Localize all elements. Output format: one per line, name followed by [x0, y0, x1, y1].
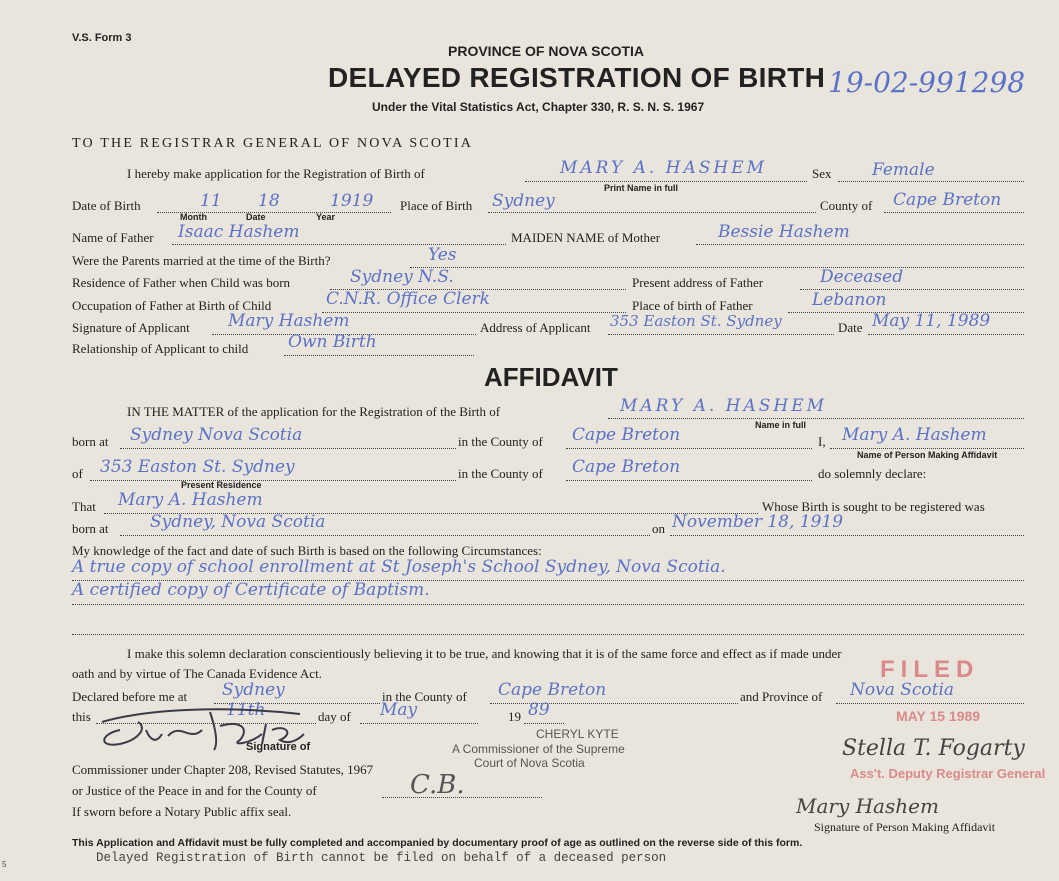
- commissioner-stamp-court: Court of Nova Scotia: [474, 756, 585, 770]
- declared-place: Sydney: [222, 680, 285, 700]
- dob-date: 18: [258, 191, 280, 211]
- child-name: MARY A. HASHEM: [560, 158, 768, 178]
- declared-day: 11th: [226, 700, 266, 720]
- i-label: I,: [818, 434, 826, 449]
- declared-county-label: in the County of: [382, 689, 467, 704]
- filed-date-stamp: MAY 15 1989: [896, 708, 981, 724]
- whose-birth-label: Whose Birth is sought to be registered was: [762, 499, 985, 514]
- father-pob-label: Place of birth of Father: [632, 298, 753, 313]
- registration-number: 19-02-991298: [828, 66, 1026, 99]
- residence-label: Residence of Father when Child was born: [72, 275, 291, 290]
- commissioner-stamp-title: A Commissioner of the Supreme: [452, 742, 625, 756]
- form-subtitle: Under the Vital Statistics Act, Chapter 330, R. S. N. S. 1967: [372, 100, 705, 114]
- applicant-address: 353 Easton St. Sydney: [610, 312, 782, 330]
- affidavit-name: MARY A. HASHEM: [620, 396, 828, 416]
- born-at-label: born at: [72, 434, 109, 449]
- father-name: Isaac Hashem: [178, 222, 300, 242]
- applicant-signature: Mary Hashem: [228, 311, 350, 331]
- affidavit-county: Cape Breton: [572, 425, 681, 445]
- solemn-declaration-1: I make this solemn declaration conscientiously believing it to be true, and knowing that it is of the same force and effect as if made under: [127, 646, 842, 661]
- month-caption: Month: [180, 212, 207, 222]
- deputy-registrar-signature: Stella T. Fogarty: [842, 736, 1025, 761]
- footer-note-2: Delayed Registration of Birth cannot be filed on behalf of a deceased person: [96, 851, 667, 865]
- footer-note-1: This Application and Affidavit must be fully completed and accompanied by documentary proof of age as outlined on the reverse side of this form.: [72, 837, 803, 849]
- born-at-label-2: born at: [72, 521, 109, 536]
- residence-caption: Present Residence: [181, 480, 262, 490]
- on-label: on: [652, 521, 665, 536]
- declared-year: 89: [528, 700, 550, 720]
- affidavit-county-label-2: in the County of: [458, 466, 543, 481]
- born-at-value-2: Sydney, Nova Scotia: [150, 512, 326, 532]
- on-value: November 18, 1919: [672, 512, 844, 532]
- occupation-value: C.N.R. Office Clerk: [326, 289, 490, 309]
- year-caption: Year: [316, 212, 336, 222]
- application-date: May 11, 1989: [872, 311, 991, 331]
- declared-month: May: [380, 700, 418, 720]
- born-at-value: Sydney Nova Scotia: [130, 425, 303, 445]
- application-date-label: Date: [838, 320, 863, 335]
- father-label: Name of Father: [72, 230, 154, 245]
- married-label: Were the Parents married at the time of the Birth?: [72, 253, 331, 268]
- signature-of-caption: Signature of: [246, 741, 311, 753]
- sex-value: Female: [872, 160, 935, 180]
- dob-month: 11: [200, 191, 222, 211]
- father-pob-value: Lebanon: [812, 290, 887, 310]
- present-address-value: Deceased: [820, 267, 904, 287]
- form-title: DELAYED REGISTRATION OF BIRTH: [328, 62, 826, 93]
- province-value: Nova Scotia: [850, 680, 955, 700]
- applicant-address-label: Address of Applicant: [480, 320, 591, 335]
- place-of-birth-label: Place of Birth: [400, 198, 473, 213]
- deputy-registrar-title: Ass't. Deputy Registrar General: [850, 766, 1046, 781]
- applicant-signature-label: Signature of Applicant: [72, 320, 190, 335]
- commissioner-county: C.B.: [410, 770, 465, 800]
- affiant-residence: 353 Easton St. Sydney: [100, 457, 295, 477]
- dob-year: 1919: [330, 191, 374, 211]
- commissioner-line-1: Commissioner under Chapter 208, Revised Statutes, 1967: [72, 762, 374, 777]
- relationship-value: Own Birth: [288, 332, 377, 352]
- date-caption: Date: [246, 212, 266, 222]
- addressee: TO THE REGISTRAR GENERAL OF NOVA SCOTIA: [72, 136, 474, 151]
- county-value: Cape Breton: [893, 190, 1002, 210]
- present-address-label: Present address of Father: [632, 275, 764, 290]
- commissioner-stamp-name: CHERYL KYTE: [536, 727, 619, 741]
- that-value: Mary A. Hashem: [118, 490, 263, 510]
- mother-name: Bessie Hashem: [718, 222, 850, 242]
- relationship-label: Relationship of Applicant to child: [72, 341, 249, 356]
- affidavit-heading: AFFIDAVIT: [484, 362, 618, 392]
- affidavit-county-label: in the County of: [458, 434, 543, 449]
- circumstance-2: A certified copy of Certificate of Baptism.: [72, 580, 430, 600]
- commissioner-line-2: or Justice of the Peace in and for the County of: [72, 783, 317, 798]
- affiant-name-caption: Name of Person Making Affidavit: [857, 450, 998, 460]
- solemn-declaration-2: oath and by virtue of The Canada Evidence Act.: [72, 666, 322, 681]
- declared-before-label: Declared before me at: [72, 689, 188, 704]
- name-in-full-caption: Name in full: [755, 420, 807, 430]
- affidavit-intro: IN THE MATTER of the application for the Registration of the Birth of: [127, 404, 501, 419]
- married-value: Yes: [428, 245, 457, 265]
- circumstance-1: A true copy of school enrollment at St Joseph's School Sydney, Nova Scotia.: [72, 557, 726, 577]
- this-label: this: [72, 709, 91, 724]
- mother-label: MAIDEN NAME of Mother: [511, 230, 661, 245]
- residence-value: Sydney N.S.: [350, 267, 454, 287]
- year-prefix: 19: [508, 709, 521, 724]
- declared-county: Cape Breton: [498, 680, 607, 700]
- affiant-name: Mary A. Hashem: [842, 425, 987, 445]
- corner-mark: 5: [2, 860, 7, 869]
- affiant-signature: Mary Hashem: [796, 794, 939, 818]
- knowledge-label: My knowledge of the fact and date of such Birth is based on the following Circumstances:: [72, 543, 542, 558]
- occupation-label: Occupation of Father at Birth of Child: [72, 298, 272, 313]
- declare-label: do solemnly declare:: [818, 466, 927, 481]
- that-label: That: [72, 499, 96, 514]
- print-name-caption: Print Name in full: [604, 183, 679, 193]
- province-heading: PROVINCE OF NOVA SCOTIA: [448, 43, 645, 59]
- affidavit-county-2: Cape Breton: [572, 457, 681, 477]
- form-number: V.S. Form 3: [72, 32, 132, 44]
- county-label: County of: [820, 198, 873, 213]
- place-of-birth: Sydney: [492, 191, 555, 211]
- filed-stamp: FILED: [880, 656, 980, 683]
- dob-label: Date of Birth: [72, 198, 141, 213]
- application-intro: I hereby make application for the Registration of Birth of: [127, 166, 425, 181]
- affiant-signature-caption: Signature of Person Making Affidavit: [814, 820, 996, 834]
- day-of-label: day of: [318, 709, 351, 724]
- notary-line: If sworn before a Notary Public affix seal.: [72, 804, 292, 819]
- of-label: of: [72, 466, 83, 481]
- province-label: and Province of: [740, 689, 823, 704]
- sex-label: Sex: [812, 166, 832, 181]
